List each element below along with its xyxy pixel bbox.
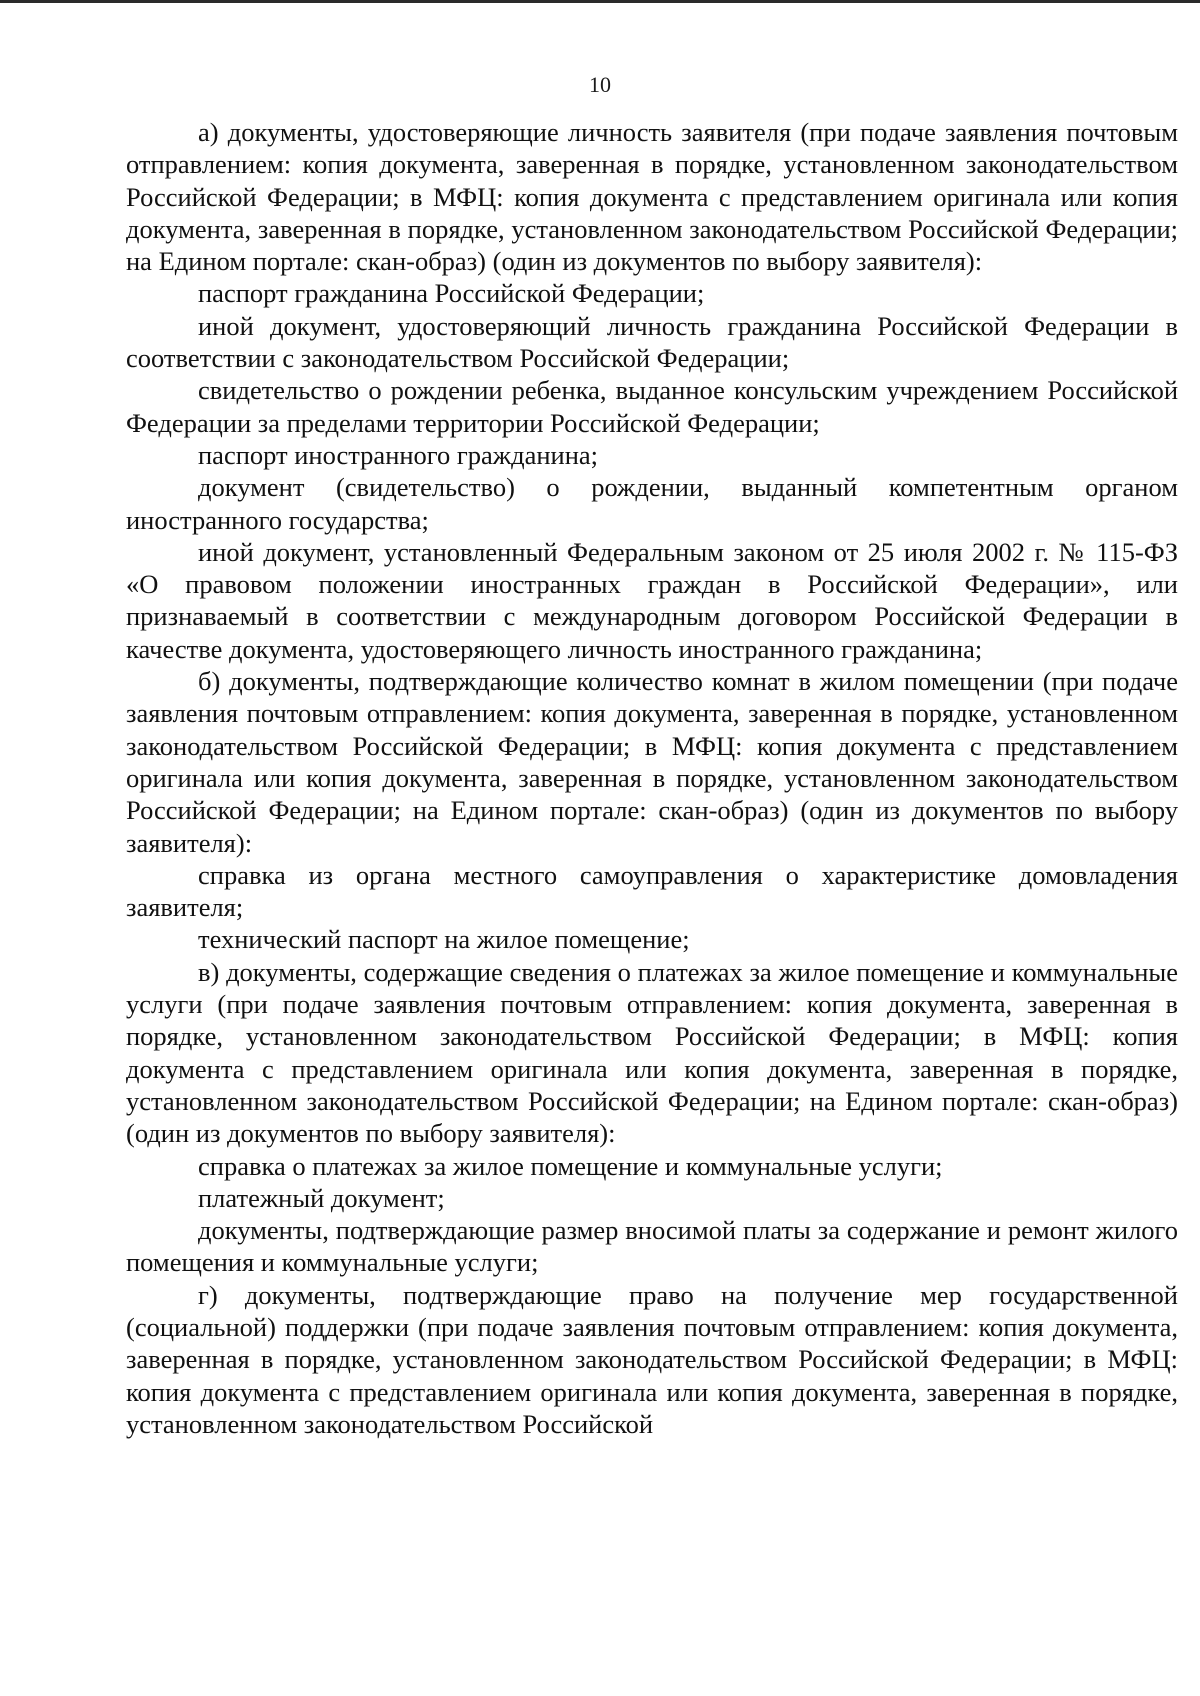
paragraph-payments-certificate: справка о платежах за жилое помещение и коммунальные услуги; bbox=[198, 1150, 943, 1181]
document-body bbox=[126, 116, 1178, 1440]
paragraph-other-foreign-id: иной документ, установленный Федеральным законом от 25 июля 2002 г. № 115-ФЗ «О правовом положении иностранных граждан в Российской Федерации», или признаваемый в соответствии с международным договором Российской Федерации в качестве документа, удостоверяющего личность иностранного гражданина; bbox=[126, 536, 1178, 664]
page-number: 10 bbox=[589, 72, 611, 97]
paragraph-passport-rf: паспорт гражданина Российской Федерации; bbox=[198, 278, 705, 309]
paragraph-item-g: г) документы, подтверждающие право на получение мер государственной (социальной) поддержки (при подаче заявления почтовым отправлением: копия документа, заверенная в порядке, установленном законодательством Российской Федерации; в МФЦ: копия документа с представлением оригинала или копия документа, заверенная в порядке, установленном законодательством Российской bbox=[126, 1279, 1178, 1439]
paragraph-foreign-birth-document: документ (свидетельство) о рождении, выданный компетентным органом иностранного государства; bbox=[126, 472, 1178, 535]
paragraph-foreign-passport: паспорт иностранного гражданина; bbox=[198, 439, 598, 470]
paragraph-item-v: в) документы, содержащие сведения о платежах за жилое помещение и коммунальные услуги (при подаче заявления почтовым отправлением: копия документа, заверенная в порядке, установленном законодательством Российской Федерации; в МФЦ: копия документа с представлением оригинала или копия документа, заверенная в порядке, установленном законодательством Российской Федерации; на Едином портале: скан-образ) (один из документов по выбору заявителя): bbox=[126, 956, 1178, 1149]
paragraph-local-government-certificate: справка из органа местного самоуправления о характеристике домовладения заявителя; bbox=[126, 859, 1178, 923]
paragraph-other-id-rf: иной документ, удостоверяющий личность гражданина Российской Федерации в соответствии с законодательством Российской Федерации; bbox=[126, 310, 1178, 374]
paragraph-fee-documents: документы, подтверждающие размер вносимой платы за содержание и ремонт жилого помещения и коммунальные услуги; bbox=[126, 1215, 1178, 1278]
top-edge-rule bbox=[0, 0, 1200, 3]
paragraph-item-b: б) документы, подтверждающие количество комнат в жилом помещении (при подаче заявления почтовым отправлением: копия документа, заверенная в порядке, установленном законодательством Российской Федерации; в МФЦ: копия документа с представлением оригинала или копия документа, заверенная в порядке, установленном законодательством Российской Федерации; на Едином портале: скан-образ) (один из документов по выбору заявителя): bbox=[126, 666, 1178, 858]
paragraph-item-a: а) документы, удостоверяющие личность заявителя (при подаче заявления почтовым отправлением: копия документа, заверенная в порядке, установленном законодательством Российской Федерации; в МФЦ: копия документа с представлением оригинала или копия документа, заверенная в порядке, установленном законодательством Российской Федерации; на Едином портале: скан-образ) (один из документов по выбору заявителя): bbox=[126, 117, 1178, 277]
paragraph-technical-passport: технический паспорт на жилое помещение; bbox=[198, 924, 690, 955]
paragraph-birth-certificate-consular: свидетельство о рождении ребенка, выданное консульским учреждением Российской Федерации за пределами территории Российской Федерации; bbox=[126, 375, 1178, 438]
paragraph-payment-document: платежный документ; bbox=[198, 1182, 445, 1213]
